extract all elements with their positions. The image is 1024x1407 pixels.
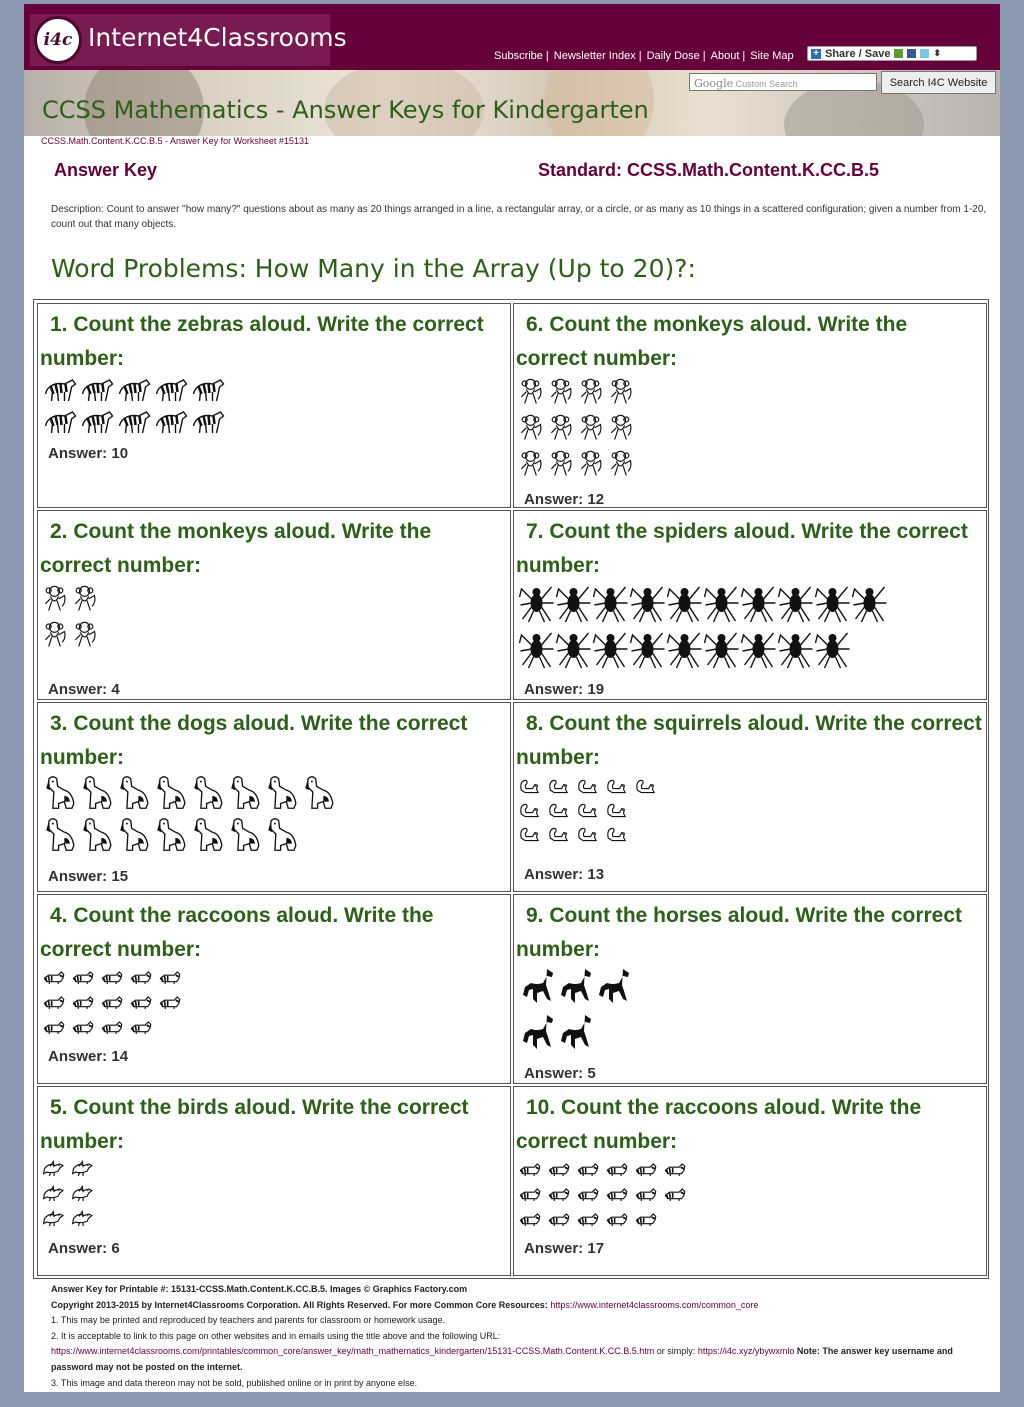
monkey-icon [548, 410, 578, 449]
raccoon-icon [100, 990, 129, 1017]
raccoon-icon [129, 1015, 158, 1042]
spider-icon [666, 627, 703, 674]
raccoon-icon [663, 1182, 692, 1209]
raccoon-icon [605, 1182, 634, 1209]
problem-question: 3. Count the dogs aloud. Write the correct number: [40, 712, 468, 769]
raccoon-icon [158, 965, 187, 992]
spider-icon [777, 627, 814, 674]
spider-icon [518, 581, 555, 628]
problem-cell [513, 1086, 987, 1276]
raccoon-icon [42, 990, 71, 1017]
problem-question: 5. Count the birds aloud. Write the correct number: [40, 1096, 469, 1153]
problem-answer: Answer: 5 [524, 1065, 596, 1082]
squirrel-icon [605, 821, 634, 849]
short-url-link[interactable]: https://i4c.xyz/ybywxmlo [697, 1346, 795, 1357]
section-title: Word Problems: How Many in the Array (Up to 20)?: [51, 254, 696, 283]
dog-icon [264, 815, 301, 860]
problem-cell [37, 894, 511, 1084]
logo-badge: i4c [34, 16, 82, 64]
dog-icon [227, 773, 264, 818]
bird-icon [71, 1207, 100, 1234]
monkey-icon [518, 410, 548, 449]
problem-question: 4. Count the raccoons aloud. Write the correct number: [40, 904, 434, 961]
nav-link-newsletter-index[interactable]: Newsletter Index [553, 50, 636, 62]
dog-icon [301, 773, 338, 818]
raccoon-icon [605, 1157, 634, 1184]
raccoon-icon [518, 1157, 547, 1184]
horse-icon [556, 1011, 594, 1058]
long-url-link[interactable]: https://www.internet4classrooms.com/printables/common_core/answer_key/math_mathematics_kindergarten/15131-CCSS.Math.Content.K.CC.B.5.htm [51, 1346, 655, 1357]
spider-icon [703, 627, 740, 674]
squirrel-icon [576, 821, 605, 849]
problem-question: 8. Count the squirrels aloud. Write the correct number: [516, 712, 982, 769]
description: Description: Count to answer "how many?" questions about as many as 20 things arranged in a line, a rectangular array, or a circle, or as many as 10 things in a scattered configuration; given a number from 1-20, count out that many objects. [51, 204, 987, 230]
problem-answer: Answer: 13 [524, 866, 605, 883]
spider-icon [629, 581, 666, 628]
raccoon-icon [576, 1207, 605, 1234]
top-nav: Subscribe | Newsletter Index | Daily Dose | About | Site Map [494, 50, 794, 62]
problem-cell [513, 303, 987, 508]
raccoon-icon [547, 1207, 576, 1234]
problem-answer: Answer: 15 [48, 868, 129, 885]
spider-icon [629, 627, 666, 674]
zebra-icon [190, 406, 227, 441]
dog-icon [79, 815, 116, 860]
zebra-icon [190, 374, 227, 409]
spider-icon [703, 581, 740, 628]
problem-answer: Answer: 19 [524, 681, 605, 698]
raccoon-icon [71, 965, 100, 992]
hero-banner [24, 70, 1000, 136]
footer-printable-line: Answer Key for Printable #: 15131-CCSS.Math.Content.K.CC.B.5. Images © Graphics Factory.com [51, 1284, 468, 1294]
zebra-icon [42, 406, 79, 441]
monkey-icon [608, 374, 638, 413]
nav-link-daily-dose[interactable]: Daily Dose [646, 50, 700, 62]
footer-note-2: 2. It is acceptable to link to this page on other websites and in emails using the title above and the following URL: [51, 1330, 501, 1341]
share-button[interactable] [807, 46, 977, 61]
zebra-icon [153, 406, 190, 441]
logo-text: Internet4Classrooms [88, 23, 347, 52]
monkey-icon [578, 410, 608, 449]
header-banner [24, 4, 1000, 70]
bird-icon [42, 1182, 71, 1209]
problem-question: 2. Count the monkeys aloud. Write the correct number: [40, 520, 432, 577]
nav-link-about[interactable]: About [710, 50, 740, 62]
raccoon-icon [158, 990, 187, 1017]
problem-question: 9. Count the horses aloud. Write the correct number: [516, 904, 963, 961]
problem-cell [37, 1086, 511, 1276]
dog-icon [116, 773, 153, 818]
spider-icon [777, 581, 814, 628]
footer-copyright: Copyright 2013-2015 by Internet4Classrooms Corporation. All Rights Reserved. For more Common Core Resources: https://www.internet4classrooms.com/common_core [51, 1299, 759, 1310]
zebra-icon [153, 374, 190, 409]
dog-icon [153, 773, 190, 818]
spider-icon [518, 627, 555, 674]
raccoon-icon [663, 1157, 692, 1184]
breadcrumb[interactable]: CCSS.Math.Content.K.CC.B.5 - Answer Key for Worksheet #15131 [41, 136, 309, 146]
dog-icon [42, 815, 79, 860]
dog-icon [227, 815, 264, 860]
problem-answer: Answer: 12 [524, 491, 605, 508]
problem-question: 1. Count the zebras aloud. Write the correct number: [40, 313, 484, 370]
zebra-icon [42, 374, 79, 409]
spider-icon [592, 581, 629, 628]
problem-cell [513, 510, 987, 700]
horse-icon [518, 1011, 556, 1058]
raccoon-icon [71, 990, 100, 1017]
problem-cell [37, 510, 511, 700]
raccoon-icon [129, 990, 158, 1017]
dog-icon [190, 773, 227, 818]
raccoon-icon [634, 1207, 663, 1234]
problem-answer: Answer: 17 [524, 1240, 605, 1257]
monkey-icon [548, 446, 578, 485]
problem-answer: Answer: 14 [48, 1048, 129, 1065]
problem-answer: Answer: 4 [48, 681, 120, 698]
raccoon-icon [42, 965, 71, 992]
spider-icon [740, 581, 777, 628]
horse-icon [594, 965, 632, 1012]
problem-cell [513, 702, 987, 892]
nav-link-subscribe[interactable]: Subscribe [494, 50, 543, 62]
spider-icon [666, 581, 703, 628]
monkey-icon [72, 617, 102, 656]
raccoon-icon [71, 1015, 100, 1042]
bird-icon [42, 1207, 71, 1234]
dog-icon [153, 815, 190, 860]
share-plus-icon: + [811, 49, 821, 59]
monkey-icon [72, 581, 102, 620]
spider-icon [555, 581, 592, 628]
dog-icon [79, 773, 116, 818]
zebra-icon [79, 374, 116, 409]
footer-url-line: https://www.internet4classrooms.com/printables/common_core/answer_key/math_mathematics_kindergarten/15131-CCSS.Math.Content.K.CC.B.5.htm or simply: https://i4c.xyz/ybywxmlo Note: The answer key username and password may not be posted on the internet. [51, 1346, 953, 1372]
footer-note-bold: Note: The answer key username and password may not be posted on the internet. [51, 1346, 953, 1372]
raccoon-icon [518, 1182, 547, 1209]
zebra-icon [116, 374, 153, 409]
answer-key-heading: Answer Key [54, 160, 158, 180]
problem-cell [513, 894, 987, 1084]
raccoon-icon [129, 965, 158, 992]
nav-link-site-map[interactable]: Site Map [750, 50, 794, 62]
raccoon-icon [605, 1207, 634, 1234]
bird-icon [71, 1182, 100, 1209]
search-button[interactable]: Search I4C Website [881, 71, 996, 94]
raccoon-icon [547, 1157, 576, 1184]
monkey-icon [578, 374, 608, 413]
problem-cell [37, 702, 511, 892]
horse-icon [556, 965, 594, 1012]
problem-question: 6. Count the monkeys aloud. Write the correct number: [516, 313, 908, 370]
search-input[interactable] [689, 73, 877, 91]
standard-heading: Standard: CCSS.Math.Content.K.CC.B.5 [538, 160, 880, 180]
refresh-icon [894, 49, 903, 58]
zebra-icon [116, 406, 153, 441]
problem-question: 7. Count the spiders aloud. Write the correct number: [516, 520, 968, 577]
search-placeholder: Custom Search [735, 79, 798, 89]
dog-icon [190, 815, 227, 860]
raccoon-icon [100, 1015, 129, 1042]
share-label: Share / Save [825, 47, 891, 60]
raccoon-icon [42, 1015, 71, 1042]
monkey-icon [42, 617, 72, 656]
common-core-link[interactable]: https://www.internet4classrooms.com/common_core [550, 1299, 759, 1310]
raccoon-icon [100, 965, 129, 992]
dropdown-arrows-icon: ⬍ [933, 48, 941, 58]
raccoon-icon [634, 1157, 663, 1184]
spider-icon [851, 581, 888, 628]
monkey-icon [608, 446, 638, 485]
spider-icon [592, 627, 629, 674]
page-title: CCSS Mathematics - Answer Keys for Kindergarten [42, 96, 649, 124]
facebook-icon [907, 49, 916, 58]
raccoon-icon [576, 1157, 605, 1184]
spider-icon [740, 627, 777, 674]
horse-icon [518, 965, 556, 1012]
raccoon-icon [576, 1182, 605, 1209]
squirrel-icon [518, 821, 547, 849]
monkey-icon [518, 374, 548, 413]
site-logo[interactable] [30, 14, 347, 66]
dog-icon [264, 773, 301, 818]
monkey-icon [548, 374, 578, 413]
problems-table [33, 299, 989, 1279]
twitter-icon [920, 49, 929, 58]
monkey-icon [608, 410, 638, 449]
page [24, 4, 1000, 1392]
spider-icon [814, 627, 851, 674]
problem-question: 10. Count the raccoons aloud. Write the correct number: [516, 1096, 922, 1153]
problem-answer: Answer: 6 [48, 1240, 120, 1257]
bird-icon [42, 1157, 71, 1184]
raccoon-icon [634, 1182, 663, 1209]
footer-note-1: 1. This may be printed and reproduced by teachers and parents for classroom or homework usage. [51, 1315, 446, 1326]
bird-icon [71, 1157, 100, 1184]
raccoon-icon [518, 1207, 547, 1234]
problem-cell [37, 303, 511, 508]
dog-icon [42, 773, 79, 818]
squirrel-icon [547, 821, 576, 849]
zebra-icon [79, 406, 116, 441]
spider-icon [555, 627, 592, 674]
footer-note-3: 3. This image and data thereon may not be sold, published online or in print by anyone else. [51, 1377, 418, 1388]
problem-answer: Answer: 10 [48, 445, 129, 462]
monkey-icon [42, 581, 72, 620]
footer [51, 1282, 996, 1391]
squirrel-icon [634, 773, 663, 801]
spider-icon [814, 581, 851, 628]
monkey-icon [518, 446, 548, 485]
search-brand: Google [694, 77, 734, 90]
dog-icon [116, 815, 153, 860]
raccoon-icon [547, 1182, 576, 1209]
monkey-icon [578, 446, 608, 485]
